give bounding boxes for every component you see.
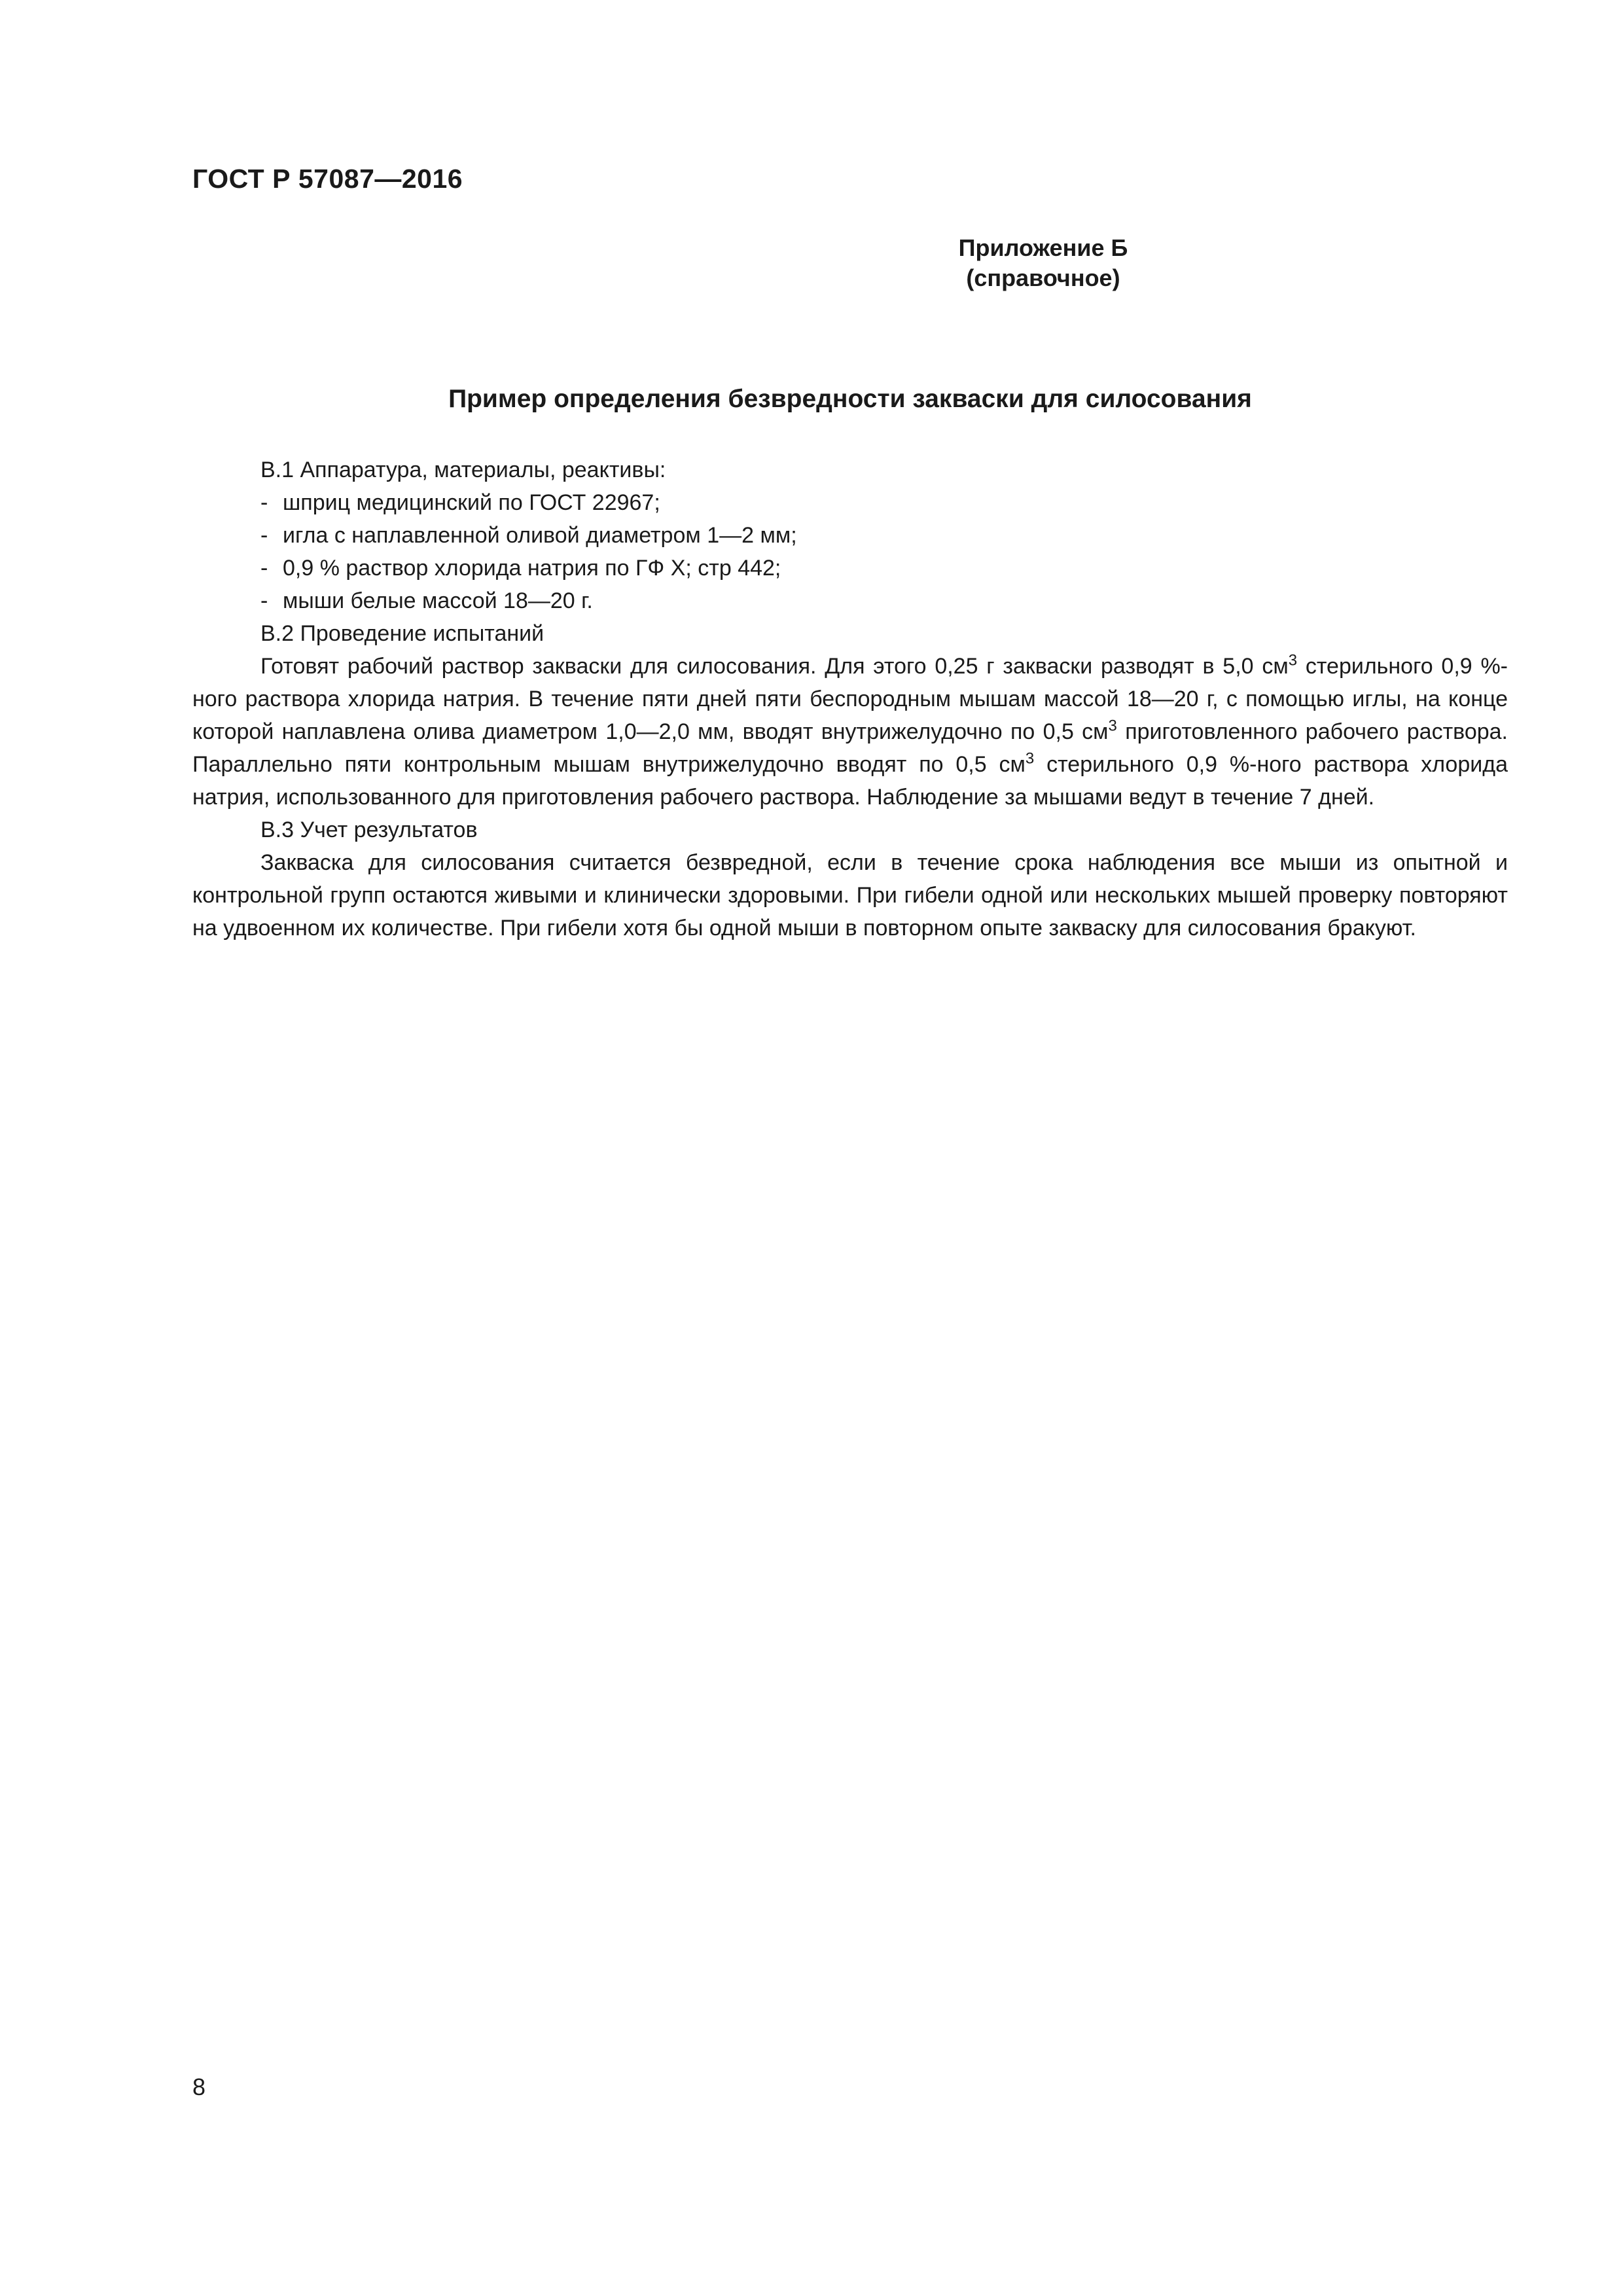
list-item: - игла с наплавленной оливой диаметром 1—2 мм; — [260, 523, 797, 548]
document-body — [192, 454, 1508, 944]
page-number: 8 — [192, 2073, 206, 2100]
superscript: 3 — [1288, 651, 1298, 670]
section-b2-heading: В.2 Проведение испытаний — [260, 621, 544, 646]
superscript: 3 — [1108, 717, 1117, 735]
list-item: - 0,9 % раствор хлорида натрия по ГФ X; стр 442; — [260, 556, 781, 581]
appendix-kind: (справочное) — [966, 264, 1120, 291]
document-code: ГОСТ Р 57087—2016 — [192, 164, 463, 194]
list-item: - мыши белые массой 18—20 г. — [260, 588, 593, 613]
appendix-title — [192, 385, 1508, 414]
section-b1-heading: В.1 Аппаратура, материалы, реактивы: — [260, 457, 666, 482]
appendix-title-text: Пример определения безвредности закваски для силосования — [448, 385, 1252, 413]
section-b3-heading: В.3 Учет результатов — [260, 817, 478, 842]
section-b3-paragraph: Закваска для силосования считается безвредной, если в течение срока наблюдения все мыши из опытной и контрольной групп остаются живыми и клинически здоровыми. При гибели одной или нескольких мышей проверку повторяют на удвоенном их количестве. При гибели хотя бы одной мыши в повторном опыте закваску для силосования бракуют. — [192, 850, 1508, 941]
section-b2-paragraph: Готовят рабочий раствор закваски для силосования. Для этого 0,25 г закваски разводят в 5,0 $см^3$ стерильного 0,9 %-ного раствора хлорида натрия. В течение пяти дней пяти беспородным мышам массой 18—20 г, с помощью иглы, на конце которой наплавлена олива диаметром 1,0—2,0 мм, вводят внутрижелудочно по 0,5 $см^3$ приготовленного рабочего раствора. Параллельно пяти контрольным мышам внутрижелудочно вводят по 0,5 $см^3$ стерильного 0,9 %-ного раствора хлорида натрия, использованного для приготовления рабочего раствора. Наблюдение за мышами ведут в течение 7 дней. — [192, 651, 1508, 810]
appendix-label: Приложение Б — [958, 234, 1128, 261]
list-item: - шприц медицинский по ГОСТ 22967; — [260, 490, 660, 515]
superscript: 3 — [1025, 749, 1035, 768]
appendix-heading — [192, 233, 1508, 293]
